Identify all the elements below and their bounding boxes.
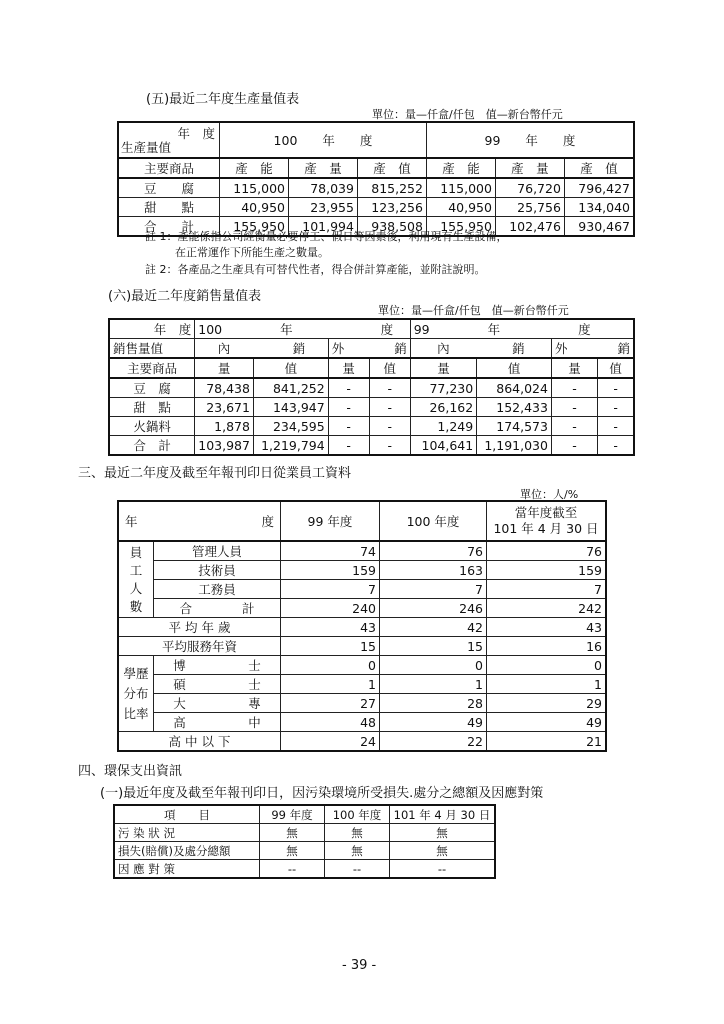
sec3-title: 三、最近二年度及截至年報刊印日從業員工資料 (78, 466, 352, 481)
cell: 76,720 (495, 178, 564, 198)
cell: 21 (487, 732, 607, 752)
year-100-num: 100 (198, 322, 223, 337)
col-domestic: 內 銷 (410, 339, 551, 359)
cell: - (598, 436, 634, 456)
row-name: 碩 士 (154, 675, 281, 694)
col-cap: 產 能 (426, 158, 495, 178)
row-name: 合 計 (109, 436, 195, 456)
cell: 77,230 (410, 378, 477, 398)
environment-table (113, 804, 496, 879)
cell: 43 (487, 618, 607, 637)
cell: 1 (281, 675, 380, 694)
year-100-nian: 年 (280, 322, 293, 337)
table-row (118, 178, 634, 198)
cell: -- (325, 860, 390, 879)
year-99-du: 度 (578, 322, 591, 337)
cell: 40,950 (220, 198, 289, 217)
col-101 (487, 501, 607, 541)
table-row (109, 398, 634, 417)
cell: 123,256 (357, 198, 426, 217)
cell: 159 (487, 561, 607, 580)
note1-line2: 在正常運作下所能生產之數量。 (175, 246, 329, 259)
cell: 7 (487, 580, 607, 599)
cell: 無 (260, 824, 325, 842)
emp-group-char: 人 (129, 580, 143, 596)
edu-group-label (118, 656, 154, 732)
cell: 78,039 (288, 178, 357, 198)
sec6-unit: 單位：量—仟盒/仟包 值—新台幣仟元 (378, 304, 569, 317)
col-val: 產 值 (357, 158, 426, 178)
row-name: 因 應 對 策 (114, 860, 260, 879)
col-qty: 產 量 (288, 158, 357, 178)
cell: 76 (487, 541, 607, 561)
cell: 864,024 (477, 378, 552, 398)
hdr-year-du (118, 501, 281, 541)
cell: 28 (380, 694, 487, 713)
row-name: 平均服務年資 (118, 637, 281, 656)
table-row (118, 580, 606, 599)
cell: 1,191,030 (477, 436, 552, 456)
sales-table (108, 318, 635, 456)
cell: 49 (380, 713, 487, 732)
row-name: 甜 點 (118, 198, 220, 217)
col-item: 主要商品 (109, 358, 195, 378)
table-row (118, 732, 606, 752)
cell: - (369, 398, 410, 417)
cell: 無 (260, 842, 325, 860)
cell: 1 (487, 675, 607, 694)
cell: - (551, 378, 597, 398)
cell: 815,252 (357, 178, 426, 198)
col-qty: 量 (195, 358, 254, 378)
cell: 74 (281, 541, 380, 561)
table-row (118, 561, 606, 580)
cell: 76 (380, 541, 487, 561)
cell: 930,467 (564, 217, 634, 237)
cell: 26,162 (410, 398, 477, 417)
row-name: 火鍋料 (109, 417, 195, 436)
cell: 23,671 (195, 398, 254, 417)
table-row (118, 637, 606, 656)
cell: - (369, 436, 410, 456)
cell: 23,955 (288, 198, 357, 217)
cell: - (598, 417, 634, 436)
note1-line1: 註 1：產能係指公司經衡量必要停工、假日等因素後，利用現有生產設備， (145, 230, 508, 243)
row-name: 污 染 狀 況 (114, 824, 260, 842)
cell: 43 (281, 618, 380, 637)
cell: 1,219,794 (253, 436, 328, 456)
col-101-line2: 101 年 4 月 30 日 (493, 521, 599, 536)
sec5-title: (五)最近二年度生產量值表 (146, 92, 300, 107)
cell: 143,947 (253, 398, 328, 417)
cell: 24 (281, 732, 380, 752)
row-name: 博 士 (154, 656, 281, 675)
cell: 152,433 (477, 398, 552, 417)
cell: 938,508 (357, 217, 426, 237)
row-name: 合 計 (118, 217, 220, 237)
col-val: 值 (369, 358, 410, 378)
edu-group-char: 比率 (123, 705, 149, 721)
emp-group-char: 工 (129, 562, 143, 578)
cell: - (328, 378, 369, 398)
diag-header (118, 122, 220, 158)
cell: 1 (380, 675, 487, 694)
cell: 29 (487, 694, 607, 713)
col-domestic: 內 銷 (195, 339, 328, 359)
cell: 42 (380, 618, 487, 637)
table-row (118, 618, 606, 637)
emp-group-char: 數 (129, 598, 143, 614)
row-name: 甜 點 (109, 398, 195, 417)
year-100-du: 度 (380, 322, 394, 337)
note2: 註 2：各產品之生產具有可替代性者，得合併計算產能，並附註說明。 (145, 263, 486, 276)
col-item: 項 目 (114, 805, 260, 824)
table-row (118, 694, 606, 713)
cell: 48 (281, 713, 380, 732)
hdr-rowlabel: 生產量值 (121, 140, 172, 155)
cell: 16 (487, 637, 607, 656)
emp-group-char: 員 (129, 544, 143, 560)
table-row (109, 378, 634, 398)
col-val: 值 (477, 358, 552, 378)
row-name: 管理人員 (154, 541, 281, 561)
cell: 無 (390, 824, 496, 842)
cell: 無 (325, 842, 390, 860)
row-name: 高 中 以 下 (118, 732, 281, 752)
row-name: 大 專 (154, 694, 281, 713)
cell: 115,000 (220, 178, 289, 198)
table-row (114, 860, 495, 879)
cell: 115,000 (426, 178, 495, 198)
cell: - (328, 398, 369, 417)
row-name: 損失(賠償)及處分總額 (114, 842, 260, 860)
cell: 155,950 (426, 217, 495, 237)
cell: 155,950 (220, 217, 289, 237)
cell: 159 (281, 561, 380, 580)
cell: - (551, 398, 597, 417)
cell: - (551, 436, 597, 456)
table-row (114, 824, 495, 842)
table-row (109, 417, 634, 436)
edu-group-char: 分布 (123, 685, 149, 701)
cell: 103,987 (195, 436, 254, 456)
hdr-year: 年 度 (177, 126, 215, 141)
row-name: 技術員 (154, 561, 281, 580)
cell: - (328, 417, 369, 436)
table-row (118, 713, 606, 732)
col-val: 值 (253, 358, 328, 378)
col-100: 100 年度 (380, 501, 487, 541)
row-name: 合 計 (154, 599, 281, 618)
cell: 15 (281, 637, 380, 656)
cell: 49 (487, 713, 607, 732)
cell: 174,573 (477, 417, 552, 436)
row-name: 高 中 (154, 713, 281, 732)
production-table (117, 121, 635, 237)
cell: 240 (281, 599, 380, 618)
col-100: 100 年度 (325, 805, 390, 824)
cell: 15 (380, 637, 487, 656)
year-99-nian: 年 (487, 322, 501, 337)
cell: - (369, 417, 410, 436)
col-val: 值 (598, 358, 634, 378)
cell: 78,438 (195, 378, 254, 398)
cell: 101,994 (288, 217, 357, 237)
cell: 0 (380, 656, 487, 675)
col-99: 99 年度 (260, 805, 325, 824)
cell: - (328, 436, 369, 456)
emp-group-label (118, 541, 154, 618)
cell: -- (260, 860, 325, 879)
cell: 無 (390, 842, 496, 860)
cell: 22 (380, 732, 487, 752)
col-cap: 產 能 (220, 158, 289, 178)
table-row (118, 541, 606, 561)
sec5-unit: 單位：量—仟盒/仟包 值—新台幣仟元 (372, 108, 563, 121)
row-name: 豆 腐 (118, 178, 220, 198)
cell: 0 (487, 656, 607, 675)
cell: - (598, 378, 634, 398)
cell: - (598, 398, 634, 417)
table-row (109, 436, 634, 456)
col-101-line1: 當年度截至 (514, 505, 578, 520)
cell: 0 (281, 656, 380, 675)
table-row (118, 656, 606, 675)
cell: 1,249 (410, 417, 477, 436)
cell: 234,595 (253, 417, 328, 436)
sec3-unit: 單位：人/% (520, 488, 579, 501)
cell: - (369, 378, 410, 398)
col-export: 外 銷 (551, 339, 634, 359)
table-row (114, 842, 495, 860)
hdr-du: 度 (261, 514, 274, 529)
year-100: 100 年 度 (220, 122, 427, 158)
cell: 242 (487, 599, 607, 618)
year-99 (410, 319, 634, 339)
cell: 1,878 (195, 417, 254, 436)
hdr-rowlabel: 銷售量值 (109, 339, 195, 359)
table-row (118, 599, 606, 618)
table-row (118, 675, 606, 694)
year-99-num: 99 (413, 322, 430, 337)
cell: 841,252 (253, 378, 328, 398)
cell: 163 (380, 561, 487, 580)
col-qty: 產 量 (495, 158, 564, 178)
col-101: 101 年 4 月 30 日 (390, 805, 496, 824)
table-row (118, 198, 634, 217)
col-export: 外 銷 (328, 339, 410, 359)
cell: 246 (380, 599, 487, 618)
sec4-title: 四、環保支出資訊 (78, 764, 183, 779)
sec4-subtitle: (一)最近年度及截至年報刊印日，因污染環境所受損失.處分之總額及因應對策 (100, 786, 544, 801)
cell: 102,476 (495, 217, 564, 237)
col-qty: 量 (551, 358, 597, 378)
hdr-year: 年 度 (109, 319, 195, 339)
cell: 27 (281, 694, 380, 713)
sec6-title: (六)最近二年度銷售量值表 (108, 289, 262, 304)
col-qty: 量 (410, 358, 477, 378)
col-qty: 量 (328, 358, 369, 378)
row-name: 工務員 (154, 580, 281, 599)
cell: 25,756 (495, 198, 564, 217)
cell: 無 (325, 824, 390, 842)
year-99: 99 年 度 (426, 122, 634, 158)
col-val: 產 值 (564, 158, 634, 178)
hdr-year: 年 (125, 514, 138, 529)
cell: 796,427 (564, 178, 634, 198)
cell: 104,641 (410, 436, 477, 456)
page-number: - 39 - (342, 958, 377, 973)
row-name: 平 均 年 歲 (118, 618, 281, 637)
cell: - (551, 417, 597, 436)
col-99: 99 年度 (281, 501, 380, 541)
cell: -- (390, 860, 496, 879)
col-item: 主要商品 (118, 158, 220, 178)
cell: 40,950 (426, 198, 495, 217)
edu-group-char: 學歷 (123, 665, 149, 681)
cell: 7 (281, 580, 380, 599)
cell: 7 (380, 580, 487, 599)
year-100 (195, 319, 410, 339)
employee-table (117, 500, 607, 752)
row-name: 豆 腐 (109, 378, 195, 398)
cell: 134,040 (564, 198, 634, 217)
